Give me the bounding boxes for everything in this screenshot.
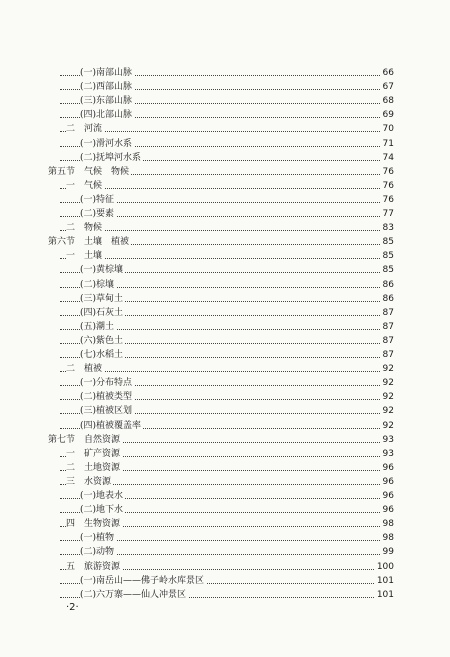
toc-entry-title: (一)黄棕壤 (80, 263, 125, 278)
toc-entry-title: (二)植被类型 (80, 390, 134, 405)
toc-entry (0, 306, 450, 321)
toc-entry-page: 76 (381, 193, 394, 208)
toc-entry (0, 151, 450, 166)
toc-entry-title: (三)草甸土 (80, 292, 125, 307)
toc-entry (0, 475, 450, 490)
toc-entry-title: (三)东部山脉 (80, 94, 134, 109)
toc-entry (0, 419, 450, 434)
toc-entry-title: (二)抚埠河水系 (80, 151, 143, 166)
toc-entry-page: 98 (381, 517, 394, 532)
toc-entry-page: 93 (381, 447, 394, 462)
toc-entry-title: 二 植被 (66, 362, 104, 377)
toc-entry (0, 461, 450, 476)
toc-entry (0, 320, 450, 335)
toc-entry-page: 87 (381, 334, 394, 349)
toc-entry-page: 92 (381, 390, 394, 405)
toc-entry-title: 二 河流 (66, 122, 104, 137)
toc-entry-title: (二)要素 (80, 207, 116, 222)
toc-entry (0, 376, 450, 391)
toc-entry-page: 83 (381, 221, 394, 236)
toc-entry-page: 96 (381, 475, 394, 490)
toc-entry-page: 76 (381, 165, 394, 180)
toc-entry (0, 94, 450, 109)
toc-entry (0, 545, 450, 560)
toc-entry-page: 100 (375, 560, 394, 575)
toc-entry-page: 87 (381, 306, 394, 321)
toc-entry (0, 574, 450, 589)
toc-entry (0, 517, 450, 532)
toc-entry-title: (二)地下水 (80, 503, 125, 518)
toc-entry-title: (七)水稻土 (80, 348, 125, 363)
toc-entry-page: 99 (381, 545, 394, 560)
toc-leader-dots (60, 258, 386, 259)
toc-entry-page: 92 (381, 404, 394, 419)
toc-entry-page: 101 (375, 588, 394, 603)
toc-entry-page: 87 (381, 348, 394, 363)
toc-entry (0, 235, 450, 250)
toc-entry-title: 四 生物资源 (66, 517, 122, 532)
toc-entry-title: 二 物候 (66, 221, 104, 236)
toc-entry (0, 165, 450, 180)
toc-entry (0, 278, 450, 293)
toc-entry (0, 122, 450, 137)
toc-entry-title: (四)北部山脉 (80, 108, 134, 123)
toc-entry-page: 67 (381, 80, 394, 95)
toc-entry-title: (二)动物 (80, 545, 116, 560)
toc-entry-title: 第七节 自然资源 (48, 433, 122, 448)
toc-entry-page: 69 (381, 108, 394, 123)
toc-entry-page: 66 (381, 66, 394, 81)
toc-entry-page: 92 (381, 362, 394, 377)
toc-entry-page: 85 (381, 249, 394, 264)
toc-entry-page: 85 (381, 263, 394, 278)
toc-entry-title: (四)石灰土 (80, 306, 125, 321)
toc-entry-page: 76 (381, 179, 394, 194)
toc-entry (0, 193, 450, 208)
toc-entry-title: (四)植被覆盖率 (80, 419, 143, 434)
toc-entry-title: (五)潮土 (80, 320, 116, 335)
toc-leader-dots (60, 230, 386, 231)
toc-entry-title: (二)六万寨——仙人冲景区 (80, 588, 188, 603)
toc-entry-title: (六)紫色土 (80, 334, 125, 349)
toc-entry (0, 108, 450, 123)
toc-entry (0, 447, 450, 462)
toc-entry-title: (一)分布特点 (80, 376, 134, 391)
toc-leader-dots (60, 188, 386, 189)
toc-entry-page: 87 (381, 320, 394, 335)
toc-entry (0, 66, 450, 81)
toc-entry-page: 96 (381, 503, 394, 518)
toc-entry (0, 489, 450, 504)
toc-entry (0, 249, 450, 264)
toc-entry-page: 92 (381, 419, 394, 434)
toc-entry-title: (一)南部山脉 (80, 66, 134, 81)
toc-entry-page: 86 (381, 278, 394, 293)
toc-leader-dots (60, 371, 386, 372)
toc-entry-page: 71 (381, 137, 394, 152)
toc-entry (0, 588, 450, 603)
toc-entry-title: (一)特征 (80, 193, 116, 208)
toc-entry-title: 一 土壤 (66, 249, 104, 264)
toc-entry-page: 101 (375, 574, 394, 589)
toc-entry-title: 五 旅游资源 (66, 560, 122, 575)
toc-entry-page: 96 (381, 461, 394, 476)
toc-entry-page: 74 (381, 151, 394, 166)
toc-entry (0, 179, 450, 194)
toc-entry (0, 207, 450, 222)
toc-entry (0, 221, 450, 236)
toc-entry-page: 93 (381, 433, 394, 448)
toc-entry-page: 98 (381, 531, 394, 546)
toc-entry-title: (一)南岳山——佛子岭水库景区 (80, 574, 206, 589)
toc-entry (0, 560, 450, 575)
toc-entry-title: (一)地表水 (80, 489, 125, 504)
toc-entry (0, 503, 450, 518)
toc-entry (0, 292, 450, 307)
toc-entry-page: 92 (381, 376, 394, 391)
toc-entry-title: (一)滑河水系 (80, 137, 134, 152)
toc-entry-title: 三 水资源 (66, 475, 113, 490)
toc-entry-title: 第六节 土壤 植被 (48, 235, 131, 250)
toc-entry (0, 390, 450, 405)
toc-entry-title: (三)植被区划 (80, 404, 134, 419)
toc-entry (0, 137, 450, 152)
toc-entry-page: 85 (381, 235, 394, 250)
toc-entry (0, 263, 450, 278)
toc-entry (0, 334, 450, 349)
toc-entry (0, 362, 450, 377)
page-number: ·2· (66, 602, 79, 613)
toc-entry-page: 86 (381, 292, 394, 307)
toc-leader-dots (60, 131, 386, 132)
toc-entry (0, 531, 450, 546)
toc-entry-title: (二)西部山脉 (80, 80, 134, 95)
toc-entry-title: 二 土地资源 (66, 461, 122, 476)
toc-entry-title: 一 气候 (66, 179, 104, 194)
toc-entry (0, 433, 450, 448)
toc-entry-title: 第五节 气候 物候 (48, 165, 131, 180)
toc-entry-page: 77 (381, 207, 394, 222)
toc-entry (0, 404, 450, 419)
toc-entry-page: 68 (381, 94, 394, 109)
toc-entry-page: 96 (381, 489, 394, 504)
toc-entry-title: 一 矿产资源 (66, 447, 122, 462)
toc-entry-page: 70 (381, 122, 394, 137)
toc-entry-title: (一)植物 (80, 531, 116, 546)
toc-entry-title: (二)棕壤 (80, 278, 116, 293)
toc-entry (0, 348, 450, 363)
toc-entry (0, 80, 450, 95)
